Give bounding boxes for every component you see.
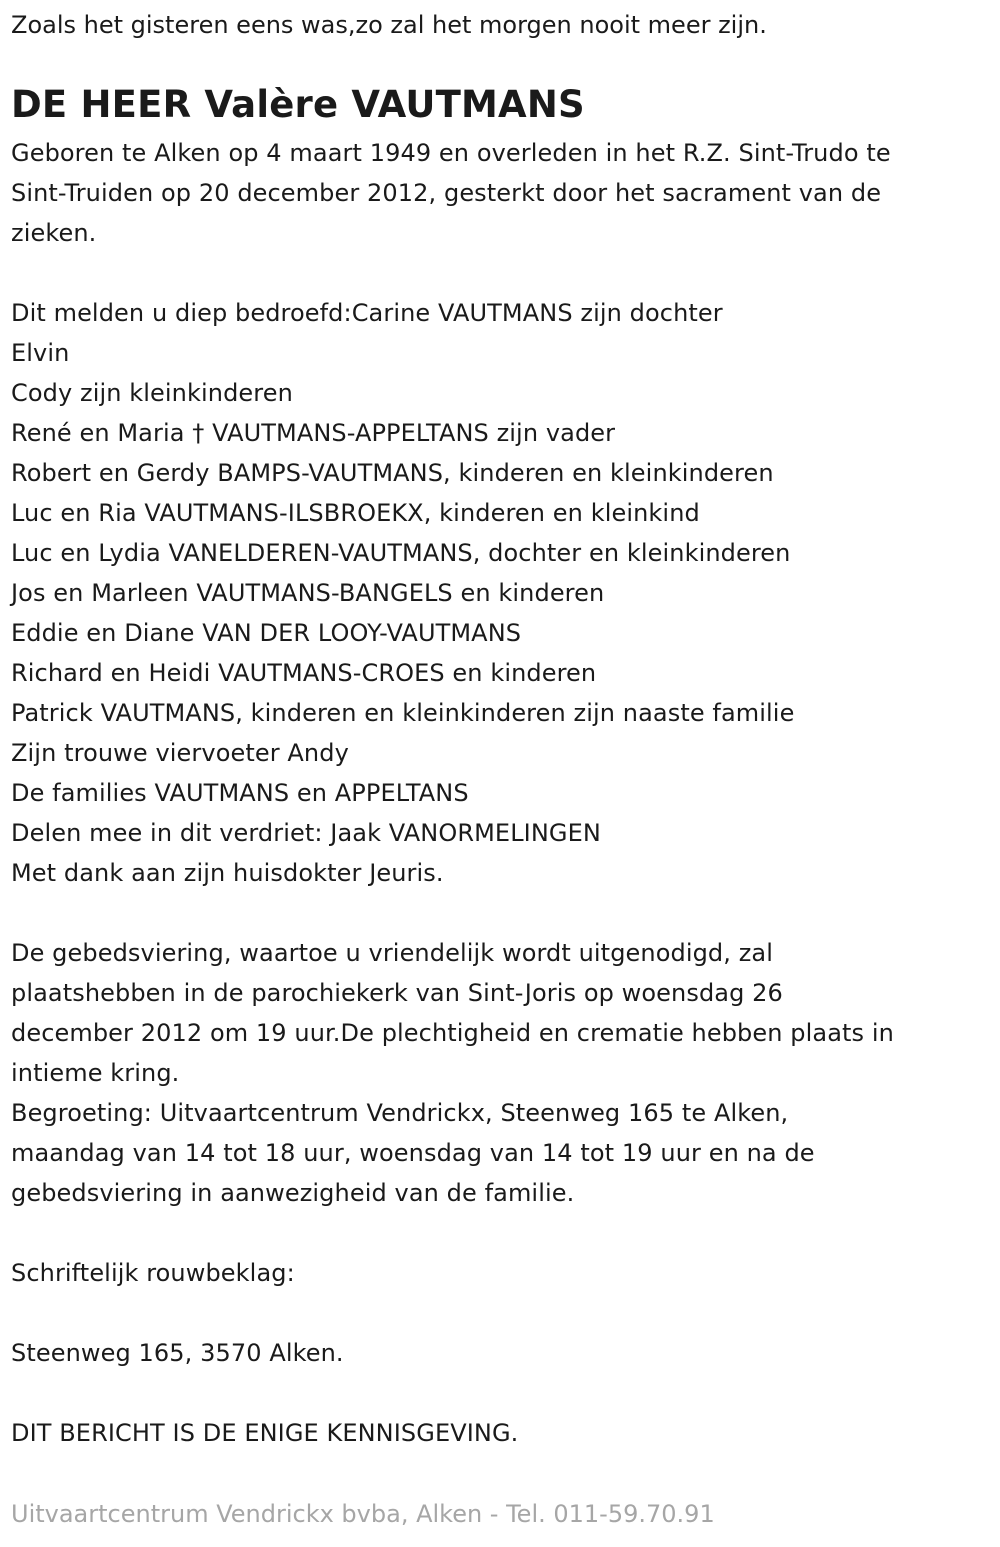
family-line: Met dank aan zijn huisdokter Jeuris. xyxy=(11,859,444,887)
family-line: De families VAUTMANS en APPELTANS xyxy=(11,779,469,807)
ceremony-line: Begroeting: Uitvaartcentrum Vendrickx, Steenweg 165 te Alken, xyxy=(11,1099,789,1127)
motto-text: Zoals het gisteren eens was,zo zal het morgen nooit meer zijn. xyxy=(11,11,767,39)
ceremony-line: maandag van 14 tot 18 uur, woensdag van 14 tot 19 uur en na de xyxy=(11,1139,815,1167)
notice-block xyxy=(11,1413,518,1453)
birth-death-paragraph xyxy=(11,133,891,253)
family-line: Jos en Marleen VAUTMANS-BANGELS en kinderen xyxy=(11,579,605,607)
family-line: Cody zijn kleinkinderen xyxy=(11,379,293,407)
family-line: Eddie en Diane VAN DER LOOY-VAUTMANS xyxy=(11,619,522,647)
birth-line: zieken. xyxy=(11,219,97,247)
family-line: Dit melden u diep bedroefd:Carine VAUTMANS zijn dochter xyxy=(11,299,723,327)
birth-line: Sint-Truiden op 20 december 2012, gesterkt door het sacrament van de xyxy=(11,179,882,207)
condolence-label: Schriftelijk rouwbeklag: xyxy=(11,1259,295,1287)
family-line: René en Maria † VAUTMANS-APPELTANS zijn vader xyxy=(11,419,616,447)
ceremony-line: december 2012 om 19 uur.De plechtigheid en crematie hebben plaats in xyxy=(11,1019,894,1047)
family-line: Richard en Heidi VAUTMANS-CROES en kinderen xyxy=(11,659,597,687)
ceremony-line: plaatshebben in de parochiekerk van Sint-Joris op woensdag 26 xyxy=(11,979,783,1007)
funeral-home-footer: Uitvaartcentrum Vendrickx bvba, Alken - Tel. 011-59.70.91 xyxy=(11,1500,715,1528)
family-line: Luc en Lydia VANELDEREN-VAUTMANS, dochter en kleinkinderen xyxy=(11,539,791,567)
family-line: Luc en Ria VAUTMANS-ILSBROEKX, kinderen en kleinkind xyxy=(11,499,700,527)
notice-text: DIT BERICHT IS DE ENIGE KENNISGEVING. xyxy=(11,1419,519,1447)
family-line: Elvin xyxy=(11,339,70,367)
condolence-address-block xyxy=(11,1333,344,1373)
condolence-address: Steenweg 165, 3570 Alken. xyxy=(11,1339,344,1367)
family-line: Delen mee in dit verdriet: Jaak VANORMELINGEN xyxy=(11,819,601,847)
condolence-label-block xyxy=(11,1253,295,1293)
family-line: Zijn trouwe viervoeter Andy xyxy=(11,739,349,767)
family-line: Patrick VAUTMANS, kinderen en kleinkinderen zijn naaste familie xyxy=(11,699,795,727)
ceremony-line: intieme kring. xyxy=(11,1059,180,1087)
ceremony-paragraph xyxy=(11,933,894,1213)
ceremony-line: gebedsviering in aanwezigheid van de familie. xyxy=(11,1179,575,1207)
birth-line: Geboren te Alken op 4 maart 1949 en overleden in het R.Z. Sint-Trudo te xyxy=(11,139,891,167)
family-line: Robert en Gerdy BAMPS-VAUTMANS, kinderen en kleinkinderen xyxy=(11,459,774,487)
family-list xyxy=(11,293,794,893)
deceased-name-heading: DE HEER Valère VAUTMANS xyxy=(11,83,585,126)
ceremony-line: De gebedsviering, waartoe u vriendelijk wordt uitgenodigd, zal xyxy=(11,939,773,967)
